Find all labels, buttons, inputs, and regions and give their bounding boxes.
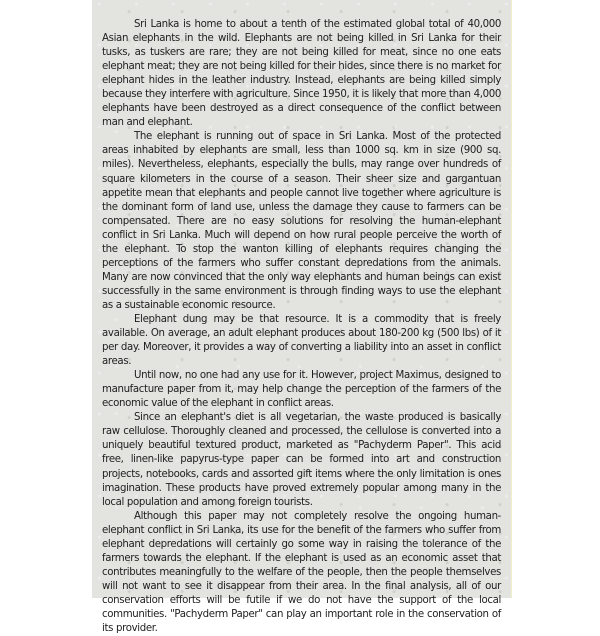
paragraph-conclusion: Although this paper may not completely resolve the ongoing human-elephant conflict in Sri Lanka, its use for the benefit of the farmers who suffer from elephant depredations will certainly go some way in raising the tolerance of the farmers towards the elephant. If the elephant is used as an economic asset that contributes meaningfully to the welfare of the people, then the people themselves will not want to see it disappear from their area. In the final analysis, all of our conservation efforts will be futile if we do not have the support of the local communities. "Pachyderm Paper" can play an important role in the conservation of its provider. bbox=[102, 510, 501, 635]
paragraph-pachyderm-paper: Since an elephant's diet is all vegetarian, the waste produced is basically raw cellulose. Thoroughly cleaned and processed, the cellulose is converted into a uniquely beautiful textured product, marketed as "Pachyderm Paper". This acid free, linen-like papyrus-type paper can be formed into art and construction projects, notebooks, cards and assorted gift items where the only limitation is ones imagination. These products have proved extremely popular among many in the local population and among foreign tourists. bbox=[102, 412, 501, 508]
document-body bbox=[102, 18, 501, 636]
paragraph-intro: Sri Lanka is home to about a tenth of the estimated global total of 40,000 Asian elephants in the wild. Elephants are not being killed in Sri Lanka for their tusks, as tuskers are rare; they are not being killed for meat, since no one eats elephant meat; they are not being killed for their hides, since there is no market for elephant hides in the leather industry. Instead, elephants are being killed simply because they interfere with agriculture. Since 1950, it is likely that more than 4,000 elephants have been destroyed as a direct consequence of the conflict between man and elephant. bbox=[102, 19, 501, 129]
paragraph-space: The elephant is running out of space in Sri Lanka. Most of the protected areas inhabited by elephants are small, less than 1000 sq. km in size (900 sq. miles). Nevertheless, elephants, especially the bulls, may range over hundreds of square kilometers in the course of a season. Their sheer size and gargantuan appetite mean that elephants and people cannot live together where agriculture is the dominant form of land use, unless the damage they cause to farmers can be compensated. There are no easy solutions for resolving the human-elephant conflict in Sri Lanka. Much will depend on how rural people perceive the worth of the elephant. To stop the wanton killing of elephants requires changing the perceptions of the farmers who suffer constant depredations from the animals. Many are now convinced that the only way elephants and human beings can exist successfully in the same environment is through finding ways to use the elephant as a sustainable economic resource. bbox=[102, 131, 501, 311]
paragraph-project-maximus: Until now, no one had any use for it. However, project Maximus, designed to manufacture paper from it, may help change the perception of the farmers of the economic value of the elephant in conflict areas. bbox=[102, 370, 501, 410]
paragraph-dung-resource: Elephant dung may be that resource. It is a commodity that is freely available. On average, an adult elephant produces about 180-200 kg (500 lbs) of it per day. Moreover, it provides a way of converting a liability into an asset in conflict areas. bbox=[102, 313, 501, 368]
